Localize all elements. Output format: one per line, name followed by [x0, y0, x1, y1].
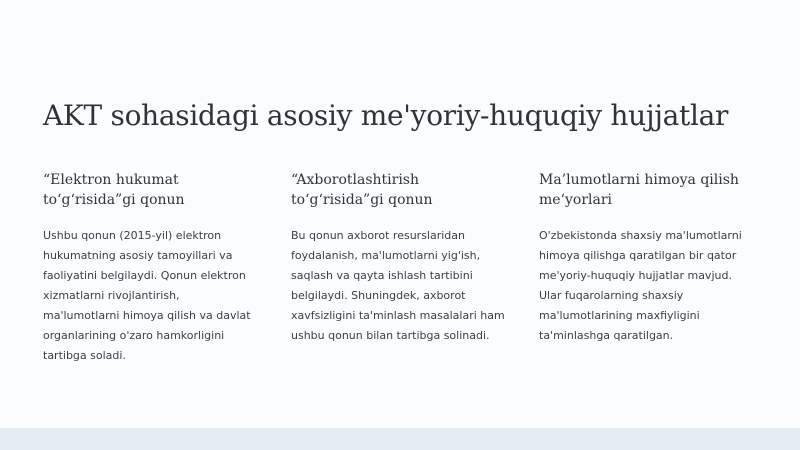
column-heading: “Elektron hukumat to‘g‘risida”gi qonun [43, 172, 185, 208]
column-heading: “Axborotlashtirish to‘g‘risida”gi qonun [291, 172, 433, 208]
column-electronic-government-law [43, 170, 263, 366]
column-text: Ushbu qonun (2015-yil) elektron hukumatning asosiy tamoyillari va faoliyatini belgilaydi. Qonun elektron xizmatlarni rivojlantirish, ma'lumotlarni himoya qilish va davlat organlarining o'zaro hamkorligini tartibga soladi. [43, 229, 251, 362]
footer-band [0, 428, 800, 450]
column-informatization-law [291, 170, 511, 346]
column-text: Bu qonun axborot resurslaridan foydalanish, ma'lumotlarni yig'ish, saqlash va qayta ishlash tartibini belgilaydi. Shuningdek, axborot xavfsizligini ta'minlash masalalari ham ushbu qonun bilan tartibga solinadi. [291, 229, 505, 342]
column-heading: Ma’lumotlarni himoya qilish me‘yorlari [539, 172, 739, 208]
column-data-protection-norms [539, 170, 759, 346]
column-text: O'zbekistonda shaxsiy ma'lumotlarni himoya qilishga qaratilgan bir qator me'yoriy-huquqiy hujjatlar mavjud. Ular fuqarolarning shaxsiy ma'lumotlarining maxfiyligini ta'minlashga qaratilgan. [539, 229, 742, 342]
slide-title: AKT sohasidagi asosiy me'yoriy-huquqiy hujjatlar [43, 99, 729, 132]
